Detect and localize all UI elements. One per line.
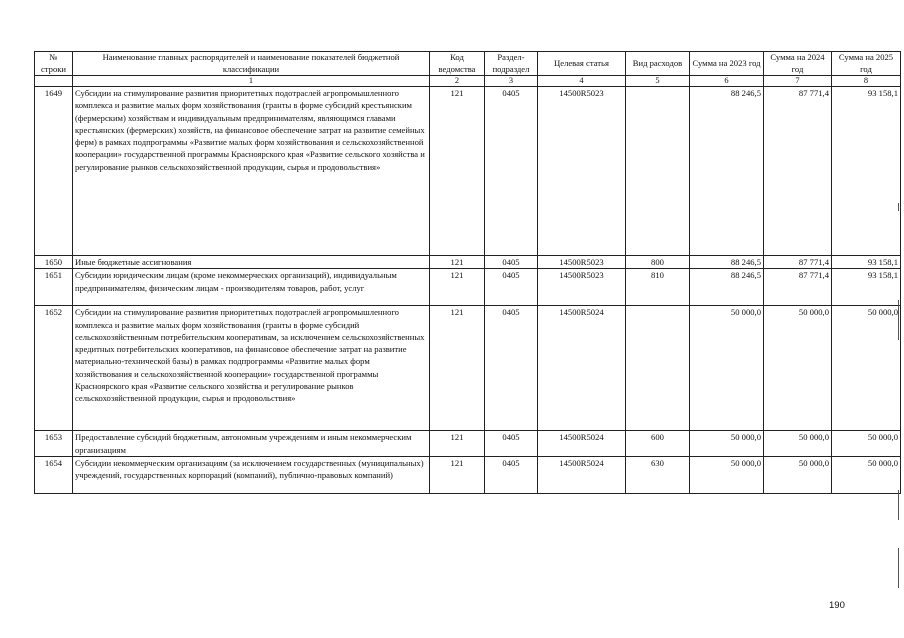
row-number-cell: 1649	[35, 87, 73, 256]
row-name-cell: Субсидии на стимулирование развития приоритетных подотраслей агропромышленного комплекса и развитие малых форм хозяйствования (гранты в форме субсидий крестьянским (фермерским) хозяйствам и индивидуальным предпринимателям, являющимся главами крестьянских (фермерских) хозяйств, на финансовое обеспечение затрат на развитие семейных ферм) в рамках подпрограммы «Развитие малых форм хозяйствования и сельскохозяйственной кооперации» государственной программы Красноярского края «Развитие сельского хозяйства и регулирование рынков сельскохозяйственной продукции, сырья и продовольствия»	[73, 87, 430, 256]
section-cell: 0405	[485, 306, 538, 431]
target-article-cell: 14500R5024	[538, 456, 626, 493]
dept-code-cell: 121	[430, 456, 485, 493]
column-number: 7	[764, 76, 832, 87]
expense-type-cell: 630	[626, 456, 690, 493]
section-cell: 0405	[485, 456, 538, 493]
header-sum-2024: Сумма на 2024 год	[764, 52, 832, 76]
header-target-article: Целевая статья	[538, 52, 626, 76]
sum-2025-cell: 93 158,1	[832, 269, 901, 306]
column-number: 8	[832, 76, 901, 87]
header-name: Наименование главных распорядителей и наименование показателей бюджетной классификации	[73, 52, 430, 76]
column-number	[35, 76, 73, 87]
row-name-cell: Предоставление субсидий бюджетным, автономным учреждениям и иным некоммерческим организациям	[73, 431, 430, 457]
sum-2024-cell: 50 000,0	[764, 306, 832, 431]
expense-type-cell: 810	[626, 269, 690, 306]
sum-2024-cell: 87 771,4	[764, 269, 832, 306]
target-article-cell: 14500R5024	[538, 431, 626, 457]
scan-edge-mark	[898, 203, 899, 211]
expense-type-cell	[626, 306, 690, 431]
sum-2025-cell: 93 158,1	[832, 256, 901, 269]
section-cell: 0405	[485, 87, 538, 256]
column-number: 3	[485, 76, 538, 87]
dept-code-cell: 121	[430, 269, 485, 306]
table-row	[35, 87, 901, 256]
row-number-cell: 1651	[35, 269, 73, 306]
section-cell: 0405	[485, 431, 538, 457]
header-expense-type: Вид расходов	[626, 52, 690, 76]
expense-type-cell: 800	[626, 256, 690, 269]
sum-2023-cell: 50 000,0	[690, 306, 764, 431]
sum-2023-cell: 88 246,5	[690, 269, 764, 306]
header-dept-code: Код ведомства	[430, 52, 485, 76]
dept-code-cell: 121	[430, 431, 485, 457]
section-cell: 0405	[485, 269, 538, 306]
dept-code-cell: 121	[430, 256, 485, 269]
expense-type-cell: 600	[626, 431, 690, 457]
row-number-cell: 1654	[35, 456, 73, 493]
page-number: 190	[829, 600, 845, 611]
column-number-row	[35, 76, 901, 87]
target-article-cell: 14500R5023	[538, 256, 626, 269]
column-number: 6	[690, 76, 764, 87]
header-sum-2025: Сумма на 2025 год	[832, 52, 901, 76]
sum-2025-cell: 50 000,0	[832, 456, 901, 493]
column-number: 1	[73, 76, 430, 87]
table-header	[35, 52, 901, 87]
row-name-cell: Субсидии юридическим лицам (кроме некоммерческих организаций), индивидуальным предпринимателям, физическим лицам - производителям товаров, работ, услуг	[73, 269, 430, 306]
sum-2023-cell: 88 246,5	[690, 87, 764, 256]
table-row	[35, 269, 901, 306]
budget-table	[34, 51, 901, 494]
header-row	[35, 52, 901, 76]
scan-edge-mark	[898, 300, 899, 340]
sum-2025-cell: 50 000,0	[832, 306, 901, 431]
sum-2024-cell: 50 000,0	[764, 456, 832, 493]
table-body	[35, 87, 901, 494]
sum-2024-cell: 87 771,4	[764, 87, 832, 256]
dept-code-cell: 121	[430, 87, 485, 256]
sum-2024-cell: 50 000,0	[764, 431, 832, 457]
header-row-number: № строки	[35, 52, 73, 76]
row-number-cell: 1652	[35, 306, 73, 431]
target-article-cell: 14500R5024	[538, 306, 626, 431]
column-number: 5	[626, 76, 690, 87]
row-number-cell: 1650	[35, 256, 73, 269]
sum-2023-cell: 50 000,0	[690, 456, 764, 493]
section-cell: 0405	[485, 256, 538, 269]
dept-code-cell: 121	[430, 306, 485, 431]
table-row	[35, 431, 901, 457]
table-row	[35, 456, 901, 493]
scan-edge-mark	[898, 548, 899, 588]
row-number-cell: 1653	[35, 431, 73, 457]
column-number: 2	[430, 76, 485, 87]
table-row	[35, 306, 901, 431]
sum-2025-cell: 50 000,0	[832, 431, 901, 457]
sum-2023-cell: 50 000,0	[690, 431, 764, 457]
row-name-cell: Иные бюджетные ассигнования	[73, 256, 430, 269]
row-name-cell: Субсидии на стимулирование развития приоритетных подотраслей агропромышленного комплекса и развитие малых форм хозяйствования (гранты в форме субсидий сельскохозяйственным потребительским кооперативам, за исключением сельскохозяйственных кредитных потребительских кооперативов, на финансовое обеспечение затрат на развитие материально-технической базы) в рамках подпрограммы «Развитие малых форм хозяйствования и сельскохозяйственной кооперации» государственной программы Красноярского края «Развитие сельского хозяйства и регулирование рынков сельскохозяйственной продукции, сырья и продовольствия»	[73, 306, 430, 431]
header-section: Раздел-подраздел	[485, 52, 538, 76]
column-number: 4	[538, 76, 626, 87]
target-article-cell: 14500R5023	[538, 269, 626, 306]
row-name-cell: Субсидии некоммерческим организациям (за исключением государственных (муниципальных) учреждений, государственных корпораций (компаний), публично-правовых компаний)	[73, 456, 430, 493]
sum-2025-cell: 93 158,1	[832, 87, 901, 256]
table-row	[35, 256, 901, 269]
scan-edge-mark	[898, 490, 899, 520]
sum-2024-cell: 87 771,4	[764, 256, 832, 269]
sum-2023-cell: 88 246,5	[690, 256, 764, 269]
header-sum-2023: Сумма на 2023 год	[690, 52, 764, 76]
target-article-cell: 14500R5023	[538, 87, 626, 256]
expense-type-cell	[626, 87, 690, 256]
